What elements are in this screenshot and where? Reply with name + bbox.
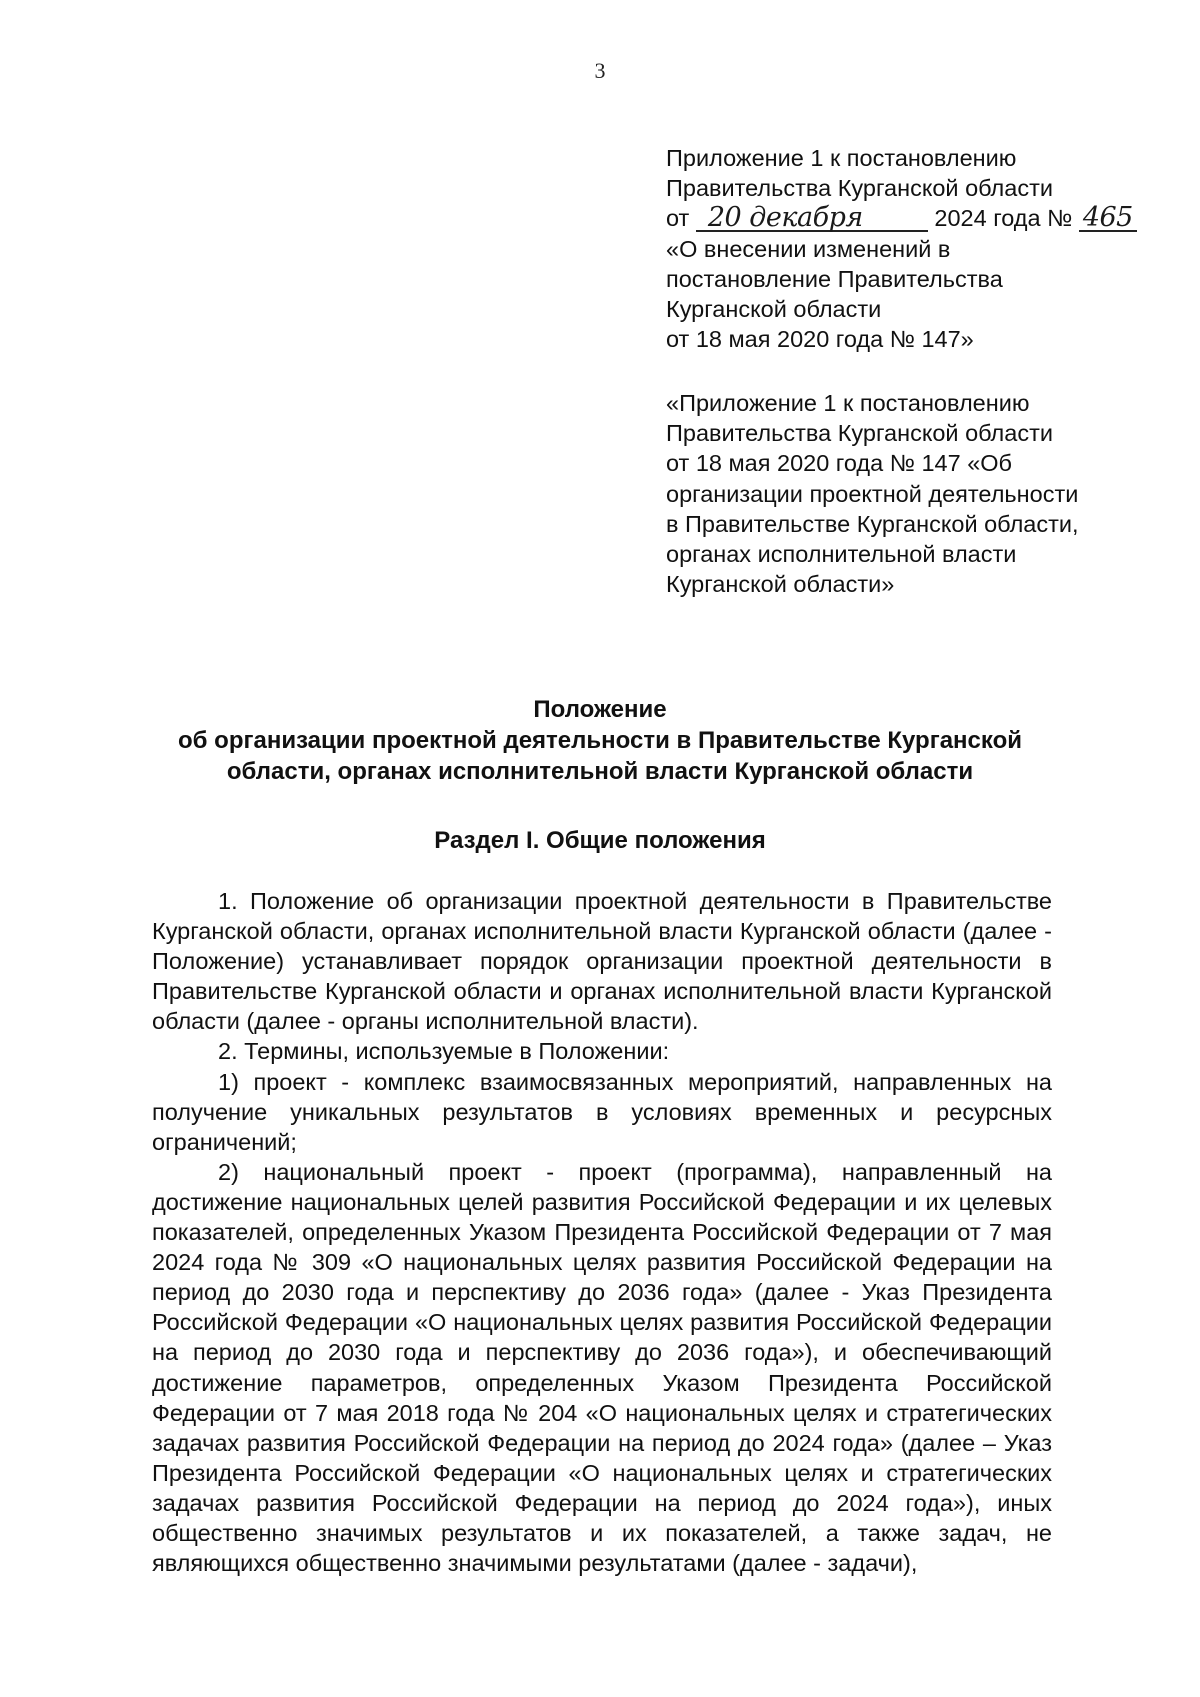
document-title	[150, 694, 1050, 787]
paragraph: 2. Термины, используемые в Положении:	[218, 1038, 670, 1065]
attachment-header-line: «О внесении изменений в	[666, 235, 951, 262]
attachment-quote-line: в Правительстве Курганской области,	[666, 510, 1079, 537]
attachment-header-line: постановление Правительства	[666, 265, 1003, 292]
attachment-date-line	[666, 203, 1146, 233]
date-prefix: от	[666, 205, 690, 232]
handwritten-number: 465	[1079, 206, 1137, 232]
attachment-header-line: Курганской области	[666, 296, 882, 323]
page-number: 3	[594, 58, 606, 83]
attachment-quote-line: от 18 мая 2020 года № 147 «Об	[666, 450, 1013, 477]
paragraph: 1) проект - комплекс взаимосвязанных мероприятий, направленных на получение уникальных результатов в условиях временных и ресурсных ограничений;	[152, 1068, 1052, 1155]
paragraph: 1. Положение об организации проектной деятельности в Правительстве Курганской области, органах исполнительной власти Курганской области (далее - Положение) устанавливает порядок организации проектной деятельности в Правительстве Курганской области и органах исполнительной власти Курганской области (далее - органы исполнительной власти).	[152, 888, 1052, 1035]
paragraph: 2) национальный проект - проект (программа), направленный на достижение национальных целей развития Российской Федерации и их целевых показателей, определенных Указом Президента Российской Федерации от 7 мая 2024 года № 309 «О национальных целях развития Российской Федерации на период до 2030 года и перспективу до 2036 года» (далее - Указ Президента Российской Федерации «О национальных целях развития Российской Федерации на период до 2030 года и перспективу до 2036 года»), и обеспечивающий достижение параметров, определенных Указом Президента Российской Федерации от 7 мая 2018 года № 204 «О национальных целях и стратегических задачах развития Российской Федерации на период до 2024 года» (далее – Указ Президента Российской Федерации «О национальных целях и стратегических задачах развития Российской Федерации на период до 2024 года»), иных общественно значимых результатов и их показателей, а также задач, не являющихся общественно значимыми результатами (далее - задачи),	[152, 1158, 1052, 1577]
attachment-quote-line: Курганской области»	[666, 571, 895, 598]
title-line: об организации проектной деятельности в Правительстве Курганской	[178, 727, 1022, 754]
date-year: 2024 года №	[934, 205, 1073, 232]
attachment-quote-line: органах исполнительной власти	[666, 541, 1017, 568]
section-heading: Раздел I. Общие положения	[434, 827, 766, 854]
handwritten-date: 20 декабря	[696, 206, 928, 232]
attachment-quote-line: «Приложение 1 к постановлению	[666, 390, 1030, 416]
attachment-header-line: Приложение 1 к постановлению	[666, 145, 1017, 171]
attachment-header-line: Правительства Курганской области	[666, 175, 1053, 202]
attachment-header-line: от 18 мая 2020 года № 147»	[666, 326, 974, 353]
title-line: Положение	[533, 696, 667, 723]
attachment-quote	[666, 388, 1146, 599]
title-line: области, органах исполнительной власти Курганской области	[226, 758, 974, 785]
attachment-quote-line: Правительства Курганской области	[666, 420, 1053, 447]
body-text	[152, 886, 1052, 1578]
attachment-quote-line: организации проектной деятельности	[666, 480, 1079, 507]
attachment-header	[666, 143, 1146, 354]
